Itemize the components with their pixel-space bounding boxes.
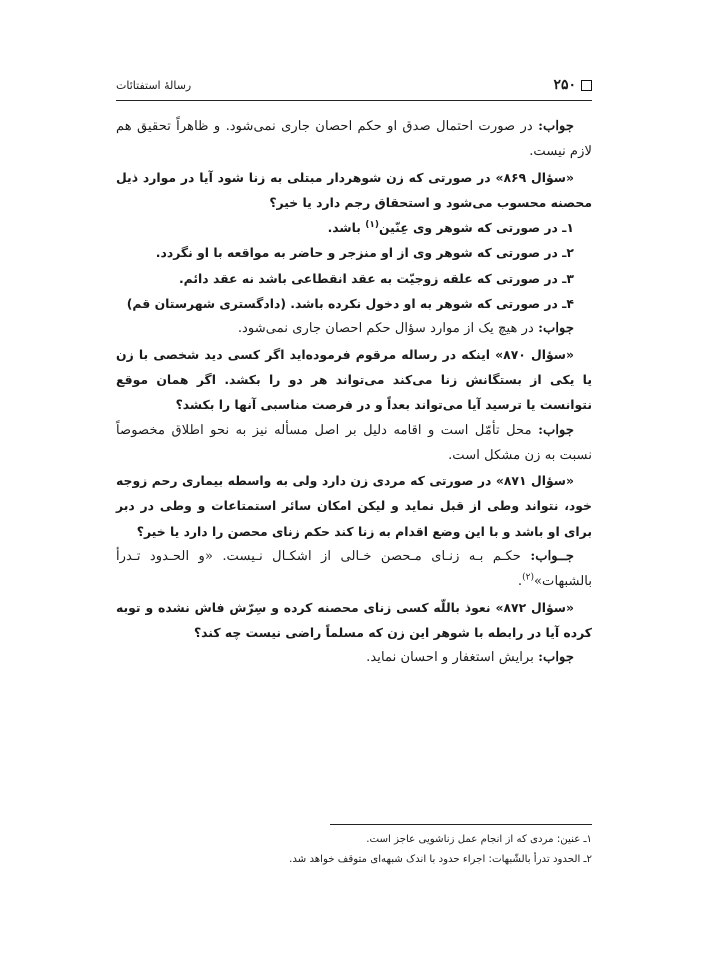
running-title: رسالۀ استفتائات <box>116 78 192 92</box>
question-869: «سؤال ۸۶۹» در صورتی که زن شوهردار مبتلی به زنا شود آیا در موارد ذیل محصنه محسوب می‌شود و استحقاق رجم دارد یا خیر؟ <box>116 169 592 210</box>
answer-label: جواب: <box>538 321 574 337</box>
answer-end: . <box>517 574 523 590</box>
list-item-1-text: ۱ـ در صورتی که شوهر وی عِنّین <box>378 220 574 236</box>
footnote-ref-1: (۱) <box>365 220 379 231</box>
question-871: «سؤال ۸۷۱» در صورتی که مردی زن دارد ولی به واسطه بیماری رحم زوجه خود، نتواند وطی از قبل نماید و لیکن امکان سائر استمتاعات و وطی در دبر برای او باشد و با این وضع اقدام به زنا کند حکم زنای محصن را دارد یا خیر؟ <box>116 473 592 539</box>
header-divider <box>116 100 592 101</box>
page-body <box>116 114 592 671</box>
list-item-3: ۳ـ در صورتی که علقه زوجیّت به عقد انقطاعی باشد نه عقد دائم. <box>178 270 574 286</box>
answer-869 <box>116 316 592 341</box>
answer-paragraph <box>116 114 592 165</box>
answer-label: جواب: <box>538 422 574 438</box>
answer-text: در صورت احتمال صدق او حکم احصان جاری نمی‌شود. و ظاهراً تحقیق هم لازم نیست. <box>116 119 592 160</box>
answer-label: جــواب: <box>530 549 574 565</box>
page-header <box>116 74 592 96</box>
answer-870 <box>116 418 592 469</box>
answer-text: برایش استغفار و احسان نماید. <box>366 650 539 666</box>
answer-label: جواب: <box>538 119 574 134</box>
page-number-block <box>553 77 592 93</box>
question-870: «سؤال ۸۷۰» اینکه در رساله مرقوم فرموده‌اید اگر کسی دید شخصی با زن یا یکی از بستگانش زنا می‌کند می‌تواند هر دو را بکشد. اگر همان موقع نتوانست یا ترسید آیا می‌تواند بعداً و در فرصت مناسبی آنها را بکشد؟ <box>116 346 592 413</box>
footnote-1: ۱ـ عنین: مردی که از انجام عمل زناشویی عاجز است. <box>366 834 592 845</box>
answer-text: محل تأمّل است و اقامه دلیل بر اصل مسأله نیز به نحو اطلاق مخصوصاً نسبت به زن مشکل است. <box>116 422 592 463</box>
page-number: ۲۵۰ <box>553 77 576 93</box>
answer-871 <box>116 544 592 595</box>
square-bullet-icon <box>581 80 592 91</box>
footnotes <box>116 830 592 870</box>
list-item-1-end: باشد. <box>327 220 366 236</box>
footnote-2: ۲ـ الحدود تدرأ بالشّبهات: اجراء حدود با اندک شبهه‌ای متوقف خواهد شد. <box>289 854 592 865</box>
answer-text: حکـم بـه زنـای مـحصن خـالی از اشکـال نـیست. «و الحـدود تـدرأ بالشبهات» <box>116 549 592 590</box>
footnote-divider <box>330 824 592 825</box>
list-item-2: ۲ـ در صورتی که شوهر وی از او منزجر و حاضر به مواقعه با او نگردد. <box>155 245 574 261</box>
answer-label: جواب: <box>538 650 574 666</box>
list-item-1 <box>116 215 592 240</box>
answer-872 <box>116 645 592 670</box>
footnote-ref-2: (۲) <box>522 572 534 583</box>
question-872: «سؤال ۸۷۲» نعوذ باللّه کسی زنای محصنه کرده و سِرّش فاش نشده و توبه کرده آیا در رابطه با شوهر این زن که مسلماً راضی نیست چه کند؟ <box>116 599 592 640</box>
answer-text: در هیچ یک از موارد سؤال حکم احصان جاری نمی‌شود. <box>237 321 539 337</box>
list-item-4: ۴ـ در صورتی که شوهر به او دخول نکرده باشد. (دادگستری شهرستان قم) <box>126 296 574 312</box>
